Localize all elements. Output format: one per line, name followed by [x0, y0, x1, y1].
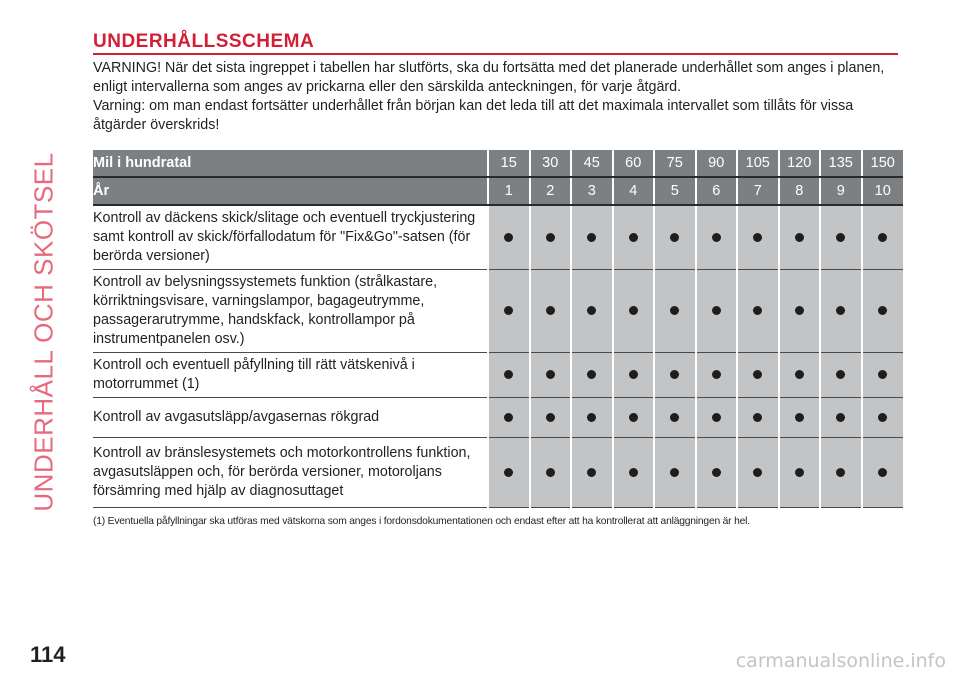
interval-cell [696, 205, 738, 270]
scheduled-dot-icon [753, 468, 762, 477]
interval-cell [488, 398, 530, 438]
scheduled-dot-icon [795, 468, 804, 477]
table-row [93, 270, 903, 353]
scheduled-dot-icon [836, 306, 845, 315]
scheduled-dot-icon [546, 306, 555, 315]
table-row [93, 205, 903, 270]
scheduled-dot-icon [712, 306, 721, 315]
interval-cell [654, 205, 696, 270]
scheduled-dot-icon [878, 413, 887, 422]
scheduled-dot-icon [546, 413, 555, 422]
scheduled-dot-icon [546, 468, 555, 477]
interval-cell [613, 353, 655, 398]
maintenance-task: Kontroll av belysningssystemets funktion (strålkastare, körriktningsvisare, varningslampor, bagageutrymme, passagerarutrymme, handskfack, kontrollampor på instrumentpanelen osv.) [93, 270, 488, 353]
interval-cell [737, 270, 779, 353]
interval-cell [862, 205, 904, 270]
interval-cell [696, 353, 738, 398]
scheduled-dot-icon [795, 413, 804, 422]
interval-cell [737, 398, 779, 438]
scheduled-dot-icon [670, 413, 679, 422]
scheduled-dot-icon [795, 306, 804, 315]
interval-cell [530, 398, 572, 438]
scheduled-dot-icon [753, 306, 762, 315]
scheduled-dot-icon [670, 468, 679, 477]
scheduled-dot-icon [878, 468, 887, 477]
scheduled-dot-icon [753, 370, 762, 379]
scheduled-dot-icon [504, 233, 513, 242]
header-miles-value: 45 [571, 150, 613, 177]
scheduled-dot-icon [587, 468, 596, 477]
interval-cell [488, 205, 530, 270]
header-year-value: 5 [654, 177, 696, 205]
scheduled-dot-icon [670, 233, 679, 242]
interval-cell [613, 205, 655, 270]
interval-cell [613, 438, 655, 508]
header-year-value: 8 [779, 177, 821, 205]
interval-cell [779, 205, 821, 270]
section-title: UNDERHÅLLSSCHEMA [93, 31, 315, 52]
maintenance-table [93, 150, 903, 508]
scheduled-dot-icon [670, 370, 679, 379]
interval-cell [488, 353, 530, 398]
footnote: (1) Eventuella påfyllningar ska utföras med vätskorna som anges i fordonsdokumentationen och endast efter att ha kontrollerat att anläggningen är hel. [93, 516, 750, 527]
interval-cell [862, 353, 904, 398]
interval-cell [488, 270, 530, 353]
watermark: carmanualsonline.info [735, 650, 946, 672]
title-rule [93, 53, 898, 55]
scheduled-dot-icon [546, 233, 555, 242]
maintenance-task: Kontroll av däckens skick/slitage och eventuell tryckjustering samt kontroll av skick/förfallodatum för "Fix&Go"-satsen (för berörda versioner) [93, 205, 488, 270]
scheduled-dot-icon [629, 413, 638, 422]
interval-cell [862, 398, 904, 438]
scheduled-dot-icon [836, 468, 845, 477]
header-year-value: 9 [820, 177, 862, 205]
scheduled-dot-icon [587, 306, 596, 315]
scheduled-dot-icon [712, 370, 721, 379]
interval-cell [862, 270, 904, 353]
scheduled-dot-icon [629, 233, 638, 242]
interval-cell [530, 205, 572, 270]
scheduled-dot-icon [670, 306, 679, 315]
header-miles-value: 150 [862, 150, 904, 177]
interval-cell [571, 398, 613, 438]
scheduled-dot-icon [753, 413, 762, 422]
maintenance-task: Kontroll och eventuell påfyllning till rätt vätskenivå i motorrummet (1) [93, 353, 488, 398]
page-number: 114 [30, 642, 66, 667]
interval-cell [737, 438, 779, 508]
scheduled-dot-icon [504, 413, 513, 422]
interval-cell [696, 270, 738, 353]
header-miles-value: 135 [820, 150, 862, 177]
header-miles-value: 60 [613, 150, 655, 177]
header-year-value: 10 [862, 177, 904, 205]
scheduled-dot-icon [629, 468, 638, 477]
scheduled-dot-icon [587, 233, 596, 242]
scheduled-dot-icon [753, 233, 762, 242]
header-year-value: 3 [571, 177, 613, 205]
header-miles-value: 75 [654, 150, 696, 177]
header-year-value: 6 [696, 177, 738, 205]
interval-cell [654, 438, 696, 508]
scheduled-dot-icon [878, 370, 887, 379]
header-row-miles [93, 150, 903, 177]
header-miles-value: 120 [779, 150, 821, 177]
interval-cell [488, 438, 530, 508]
interval-cell [530, 438, 572, 508]
scheduled-dot-icon [587, 370, 596, 379]
header-miles-value: 15 [488, 150, 530, 177]
scheduled-dot-icon [629, 306, 638, 315]
interval-cell [779, 438, 821, 508]
side-chapter-title-text: UNDERHÅLL OCH SKÖTSEL [28, 152, 59, 512]
warning-paragraph: VARNING! När det sista ingreppet i tabellen har slutförts, ska du fortsätta med det planerade underhållet som anges i planen, enligt intervallerna som anges av prickarna eller den särskilda anteckningen, för varje åtgärd. [93, 60, 885, 95]
interval-cell [820, 270, 862, 353]
scheduled-dot-icon [546, 370, 555, 379]
scheduled-dot-icon [878, 233, 887, 242]
interval-cell [737, 205, 779, 270]
scheduled-dot-icon [836, 370, 845, 379]
scheduled-dot-icon [504, 370, 513, 379]
scheduled-dot-icon [712, 413, 721, 422]
header-year-value: 1 [488, 177, 530, 205]
maintenance-task: Kontroll av bränslesystemets och motorkontrollens funktion, avgasutsläppen och, för berörda versioner, motoroljans försämring med hjälp av diagnosuttaget [93, 438, 488, 508]
intro-text [93, 59, 903, 135]
interval-cell [571, 270, 613, 353]
interval-cell [820, 205, 862, 270]
interval-cell [820, 353, 862, 398]
interval-cell [654, 398, 696, 438]
scheduled-dot-icon [504, 468, 513, 477]
interval-cell [779, 398, 821, 438]
header-years-label: År [93, 177, 488, 205]
header-miles-value: 90 [696, 150, 738, 177]
table-body [93, 205, 903, 508]
note-paragraph: Varning: om man endast fortsätter underhållet från början kan det leda till att det maximala intervallet som tillåts för vissa åtgärder överskrids! [93, 98, 854, 133]
scheduled-dot-icon [836, 413, 845, 422]
scheduled-dot-icon [629, 370, 638, 379]
header-row-years [93, 177, 903, 205]
scheduled-dot-icon [504, 306, 513, 315]
header-year-value: 2 [530, 177, 572, 205]
scheduled-dot-icon [795, 233, 804, 242]
interval-cell [613, 270, 655, 353]
interval-cell [862, 438, 904, 508]
table-row [93, 398, 903, 438]
interval-cell [530, 270, 572, 353]
interval-cell [779, 270, 821, 353]
interval-cell [737, 353, 779, 398]
header-miles-label: Mil i hundratal [93, 150, 488, 177]
maintenance-task: Kontroll av avgasutsläpp/avgasernas rökgrad [93, 398, 488, 438]
scheduled-dot-icon [836, 233, 845, 242]
table-row [93, 438, 903, 508]
interval-cell [530, 353, 572, 398]
interval-cell [820, 438, 862, 508]
interval-cell [696, 438, 738, 508]
interval-cell [696, 398, 738, 438]
interval-cell [820, 398, 862, 438]
header-year-value: 4 [613, 177, 655, 205]
interval-cell [571, 438, 613, 508]
interval-cell [654, 270, 696, 353]
table-row [93, 353, 903, 398]
interval-cell [779, 353, 821, 398]
interval-cell [571, 205, 613, 270]
scheduled-dot-icon [712, 233, 721, 242]
interval-cell [613, 398, 655, 438]
header-miles-value: 30 [530, 150, 572, 177]
scheduled-dot-icon [712, 468, 721, 477]
interval-cell [654, 353, 696, 398]
header-year-value: 7 [737, 177, 779, 205]
header-miles-value: 105 [737, 150, 779, 177]
scheduled-dot-icon [795, 370, 804, 379]
interval-cell [571, 353, 613, 398]
scheduled-dot-icon [587, 413, 596, 422]
scheduled-dot-icon [878, 306, 887, 315]
section-header [93, 32, 898, 55]
